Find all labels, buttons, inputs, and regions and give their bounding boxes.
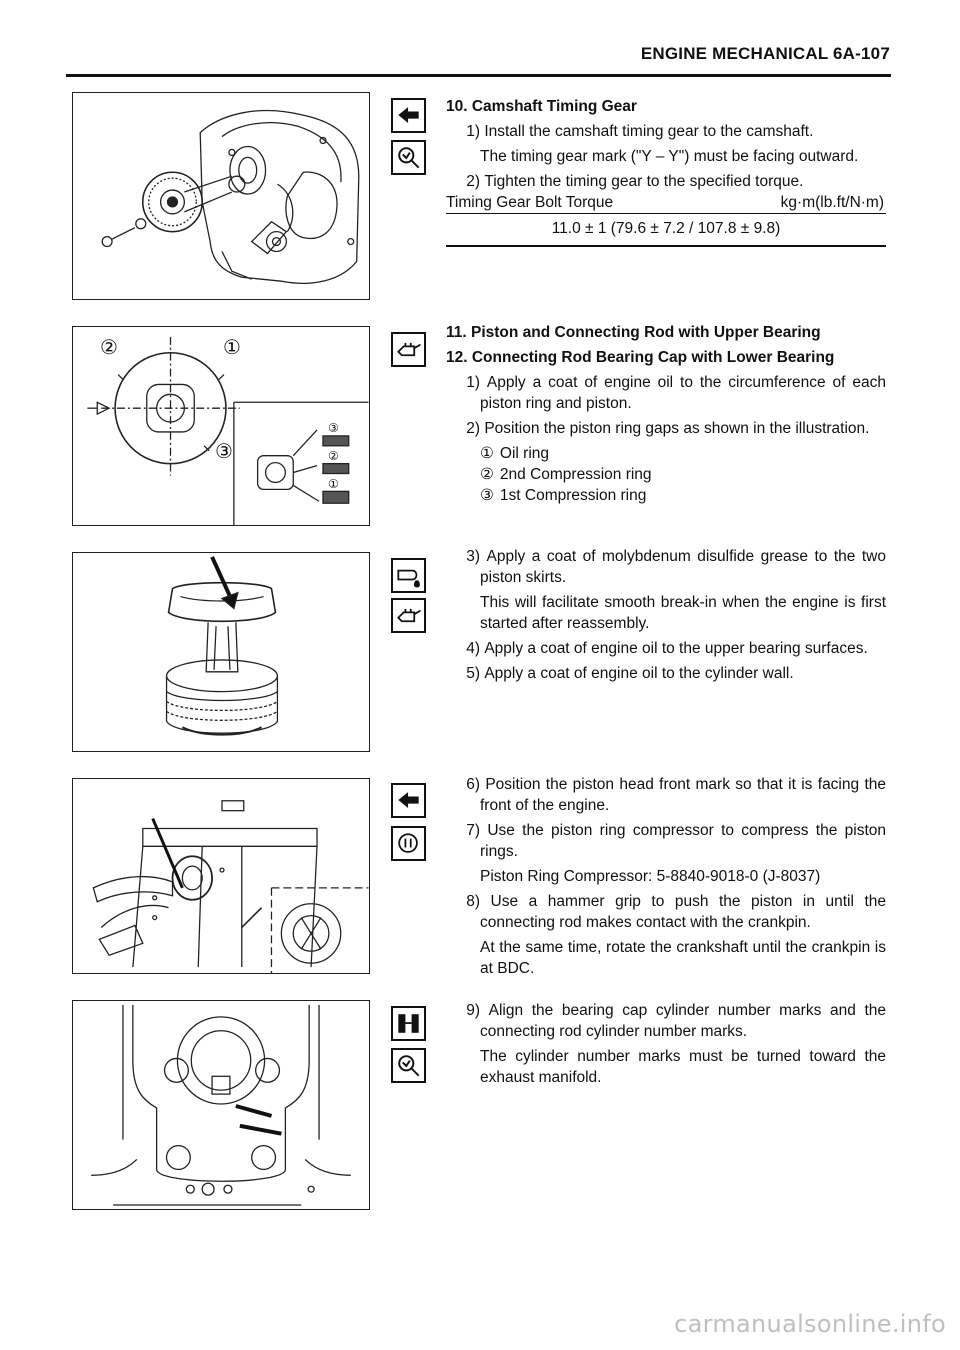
spec-value: 11.0 ± 1 (79.6 ± 7.2 / 107.8 ± 9.8) (446, 214, 886, 247)
step-number: 9) (466, 1002, 480, 1019)
step-note: The cylinder number marks must be turned toward the exhaust manifold. (480, 1048, 886, 1086)
callout-1-right: ① (223, 337, 241, 359)
callout-2-small: ② (328, 449, 339, 463)
ring-list-item (446, 485, 886, 506)
step (446, 891, 886, 933)
step-text: Apply a coat of engine oil to the upper bearing surfaces. (484, 640, 868, 657)
figure-piston-insertion (72, 778, 370, 974)
step (446, 774, 886, 816)
page-header: ENGINE MECHANICAL 6A-107 (640, 44, 890, 63)
step (446, 372, 886, 414)
step-text: Use a hammer grip to push the piston in until the connecting rod makes contact with the crankpin. (480, 893, 886, 931)
step-number: 1) (466, 374, 480, 391)
callout-1-small: ① (328, 477, 339, 491)
tool-spec: Piston Ring Compressor: 5-8840-9018-0 (J-8037) (480, 868, 821, 885)
figure-piston-grease (72, 552, 370, 752)
step (446, 1000, 886, 1042)
step (446, 820, 886, 862)
step-text: Align the bearing cap cylinder number marks and the connecting rod cylinder number marks. (480, 1002, 886, 1040)
callout-3-small: ③ (328, 421, 339, 435)
step-text: Apply a coat of molybdenum disulfide grease to the two piston skirts. (480, 548, 886, 586)
spec-label: Timing Gear Bolt Torque (446, 194, 614, 211)
step (446, 638, 886, 659)
inspect-magnifier-icon-2 (391, 1048, 426, 1083)
step-note: This will facilitate smooth break-in when the engine is first started after reassembly. (480, 594, 886, 632)
section-title: 10. Camshaft Timing Gear (446, 98, 637, 115)
section-title: 11. Piston and Connecting Rod with Upper Bearing (446, 324, 821, 341)
step (446, 418, 886, 439)
step-text: Position the piston head front mark so that it is facing the front of the engine. (480, 776, 886, 814)
grease-icon (391, 558, 426, 593)
ring-mark: ③ (480, 487, 494, 504)
ring-label: 1st Compression ring (499, 487, 647, 504)
spec-unit: kg·m(lb.ft/N·m) (780, 194, 884, 211)
section-bearing-cap-steps (446, 1000, 886, 1088)
step-number: 2) (466, 420, 480, 437)
step (446, 121, 886, 142)
section-piston-install-steps (446, 774, 886, 979)
oil-can-icon-2 (391, 598, 426, 633)
figure-camshaft-timing-gear (72, 92, 370, 300)
spec-header (446, 192, 886, 214)
section-camshaft-timing-gear (446, 96, 886, 247)
step-note: At the same time, rotate the crankshaft until the crankpin is at BDC. (480, 939, 886, 977)
step-number: 8) (466, 893, 480, 910)
step-text: Use the piston ring compressor to compress the piston rings. (480, 822, 886, 860)
step-text: Apply a coat of engine oil to the cylinder wall. (484, 665, 794, 682)
step-number: 6) (466, 776, 480, 793)
step-text: Install the camshaft timing gear to the camshaft. (484, 123, 814, 140)
step-text: Apply a coat of engine oil to the circumference of each piston ring and piston. (480, 374, 886, 412)
ring-list-item (446, 443, 886, 464)
section-grease-oil-steps (446, 546, 886, 684)
ring-label: 2nd Compression ring (499, 466, 652, 483)
step (446, 546, 886, 588)
install-arrow-icon (391, 98, 426, 133)
oil-can-icon (391, 332, 426, 367)
watermark: carmanualsonline.info (674, 1310, 946, 1338)
section-piston-connecting-rod (446, 322, 886, 506)
figure-piston-ring-gaps (72, 326, 370, 526)
inspect-magnifier-icon (391, 140, 426, 175)
step-number: 4) (466, 640, 480, 657)
step-text: Tighten the timing gear to the specified torque. (484, 173, 804, 190)
step-number: 5) (466, 665, 480, 682)
step-note: The timing gear mark ("Y – Y") must be facing outward. (480, 148, 859, 165)
ring-list-item (446, 464, 886, 485)
install-arrow-icon-2 (391, 783, 426, 818)
ring-label: Oil ring (499, 445, 550, 462)
ring-mark: ② (480, 466, 494, 483)
ring-mark: ① (480, 445, 494, 462)
special-tool-icon (391, 826, 426, 861)
align-marks-icon (391, 1006, 426, 1041)
step-text: Position the piston ring gaps as shown in the illustration. (484, 420, 870, 437)
step (446, 663, 886, 684)
step (446, 171, 886, 192)
header-rule (66, 74, 891, 77)
callout-2-left: ② (100, 337, 118, 359)
step-number: 2) (466, 173, 480, 190)
step-number: 3) (466, 548, 480, 565)
step-number: 1) (466, 123, 480, 140)
figure-bearing-cap (72, 1000, 370, 1210)
callout-3-bottom: ③ (215, 441, 233, 463)
section-title: 12. Connecting Rod Bearing Cap with Lower Bearing (446, 349, 835, 366)
step-number: 7) (466, 822, 480, 839)
